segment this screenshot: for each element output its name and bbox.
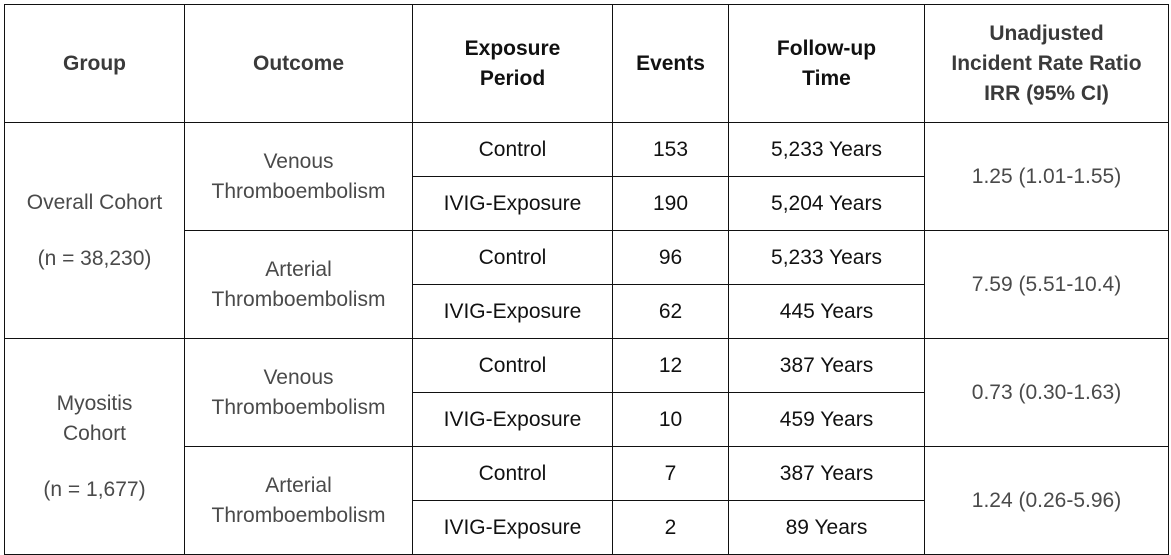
irr-cell: 0.73 (0.30-1.63) (925, 339, 1169, 447)
events-cell: 96 (613, 231, 729, 285)
header-events: Events (613, 5, 729, 123)
outcome-cell: Venous Thromboembolism (185, 123, 413, 231)
followup-cell: 445 Years (729, 285, 925, 339)
period-cell: IVIG-Exposure (413, 393, 613, 447)
header-row (5, 5, 1169, 123)
period-cell: IVIG-Exposure (413, 285, 613, 339)
period-cell: IVIG-Exposure (413, 177, 613, 231)
group-cell-myositis-cohort: Myositis Cohort (n = 1,677) (5, 339, 185, 555)
followup-cell: 387 Years (729, 339, 925, 393)
followup-cell: 459 Years (729, 393, 925, 447)
header-outcome: Outcome (185, 5, 413, 123)
followup-cell: 5,204 Years (729, 177, 925, 231)
table-header (5, 5, 1169, 123)
outcome-cell: Venous Thromboembolism (185, 339, 413, 447)
events-cell: 153 (613, 123, 729, 177)
events-cell: 7 (613, 447, 729, 501)
period-cell: IVIG-Exposure (413, 501, 613, 555)
period-cell: Control (413, 123, 613, 177)
outcome-cell: Arterial Thromboembolism (185, 447, 413, 555)
header-follow-up-time: Follow-up Time (729, 5, 925, 123)
followup-cell: 387 Years (729, 447, 925, 501)
period-cell: Control (413, 339, 613, 393)
header-irr: Unadjusted Incident Rate Ratio IRR (95% CI) (925, 5, 1169, 123)
followup-cell: 89 Years (729, 501, 925, 555)
followup-cell: 5,233 Years (729, 231, 925, 285)
events-cell: 12 (613, 339, 729, 393)
header-group: Group (5, 5, 185, 123)
followup-cell: 5,233 Years (729, 123, 925, 177)
table-row (5, 123, 1169, 177)
period-cell: Control (413, 231, 613, 285)
events-cell: 62 (613, 285, 729, 339)
irr-cell: 1.25 (1.01-1.55) (925, 123, 1169, 231)
irr-cell: 7.59 (5.51-10.4) (925, 231, 1169, 339)
irr-cell: 1.24 (0.26-5.96) (925, 447, 1169, 555)
outcome-cell: Arterial Thromboembolism (185, 231, 413, 339)
table-row (5, 339, 1169, 393)
events-cell: 190 (613, 177, 729, 231)
group-cell-overall-cohort: Overall Cohort (n = 38,230) (5, 123, 185, 339)
events-cell: 2 (613, 501, 729, 555)
table-body (5, 123, 1169, 555)
events-cell: 10 (613, 393, 729, 447)
irr-table (4, 4, 1169, 555)
period-cell: Control (413, 447, 613, 501)
header-exposure-period: Exposure Period (413, 5, 613, 123)
